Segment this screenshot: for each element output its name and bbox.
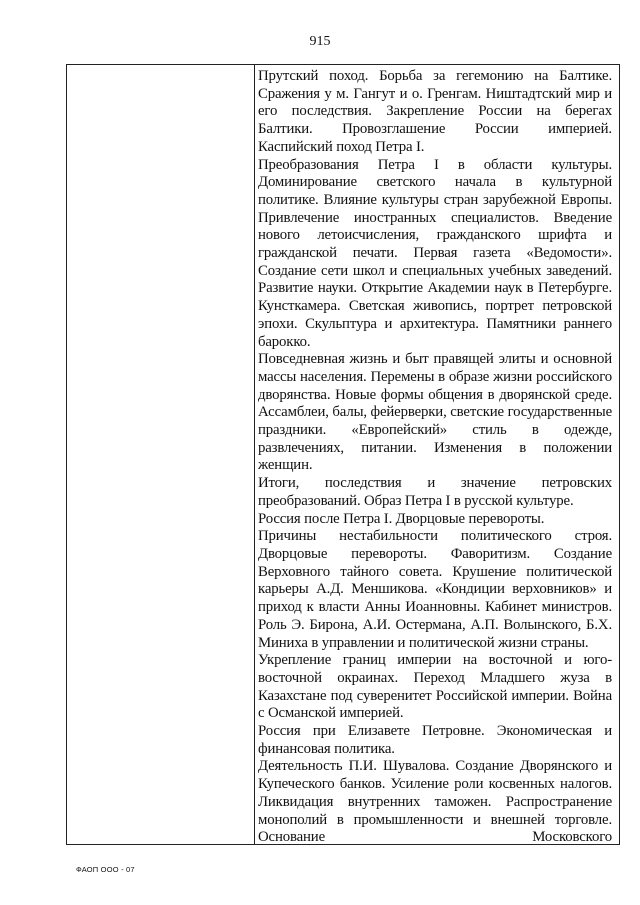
paragraph-results: Итоги, последствия и значение петровских преобразований. Образ Петра I в русской культуре. (258, 475, 612, 509)
page-number: 915 (309, 34, 331, 49)
paragraph-culture-reforms: Преобразования Петра I в области культуры. Доминирование светского начала в культурной политике. Влияние культуры стран зарубежной Европы. Привлечение иностранных специалистов. Введение нового летоисчисления, гражданского шрифта и гражданской печати. Первая газета «Ведомости». Создание сети школ и специальных учебных заведений. Развитие науки. Открытие Академии наук в Петербурге. Кунсткамера. Светская живопись, портрет петровской эпохи. Скульптура и архитектура. Памятники раннего барокко. (258, 156, 612, 350)
paragraph-everyday-life: Повседневная жизнь и быт правящей элиты и основной массы населения. Перемены в образе жизни российского дворянства. Новые формы общения в дворянской среде. Ассамблеи, балы, фейерверки, светские государственные праздники. «Европейский» стиль в одежде, развлечениях, питании. Изменения в положении женщин. (258, 351, 612, 474)
paragraph-elizabeth: Россия при Елизавете Петровне. Экономическая и финансовая политика. (258, 723, 612, 757)
paragraph-after-peter: Россия после Петра I. Дворцовые перевороты. (258, 510, 545, 527)
paragraph-instability: Причины нестабильности политического строя. Дворцовые перевороты. Фаворитизм. Создание Верховного тайного совета. Крушение политической карьеры А.Д. Меншикова. «Кондиции верховников» и приход к власти Анны Иоанновны. Кабинет министров. Роль Э. Бирона, А.И. Остермана, А.П. Волынского, Б.Х. Миниха в управлении и политической жизни страны. (258, 528, 612, 651)
content-cell (258, 68, 612, 847)
footer-code: ФАОП ООО - 07 (76, 865, 135, 874)
document-table (66, 64, 620, 845)
paragraph-borders: Укрепление границ империи на восточной и юго-восточной окраинах. Переход Младшего жуза в Казахстане под суверенитет Российской империи. Война с Османской империей. (258, 652, 612, 722)
left-cell (67, 65, 254, 844)
paragraph-prut-campaign: Прутский поход. Борьба за гегемонию на Балтике. Сражения у м. Гангут и о. Гренгам. Ништадтский мир и его последствия. Закрепление России на берегах Балтики. Провозглашение России империей. Каспийский поход Петра I. (258, 68, 612, 155)
column-divider (254, 65, 255, 844)
paragraph-shuvalov: Деятельность П.И. Шувалова. Создание Дворянского и Купеческого банков. Усиление роли косвенных налогов. Ликвидация внутренних таможен. Распространение монополий в промышленности и внешней торговле. Основание Московского (258, 758, 612, 846)
